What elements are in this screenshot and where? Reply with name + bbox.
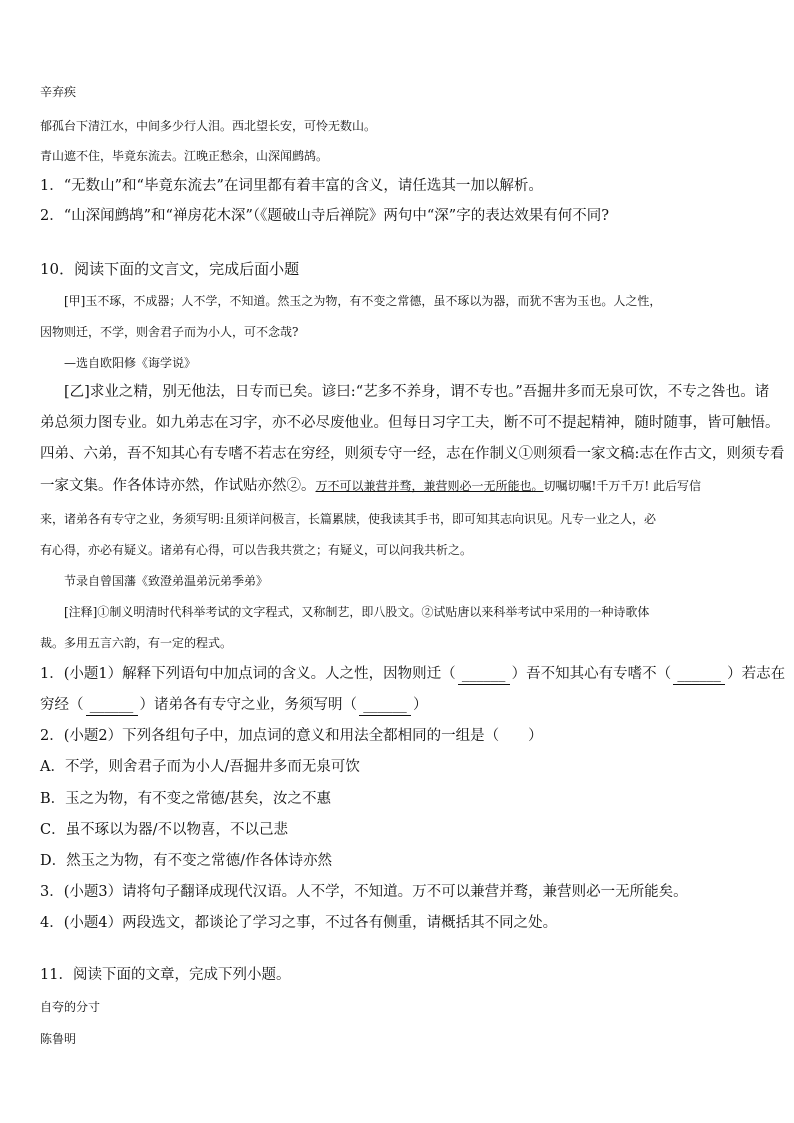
poem-line-1: 郁孤台下清江水，中间多少行人泪。西北望长安，可怜无数山。 <box>40 119 377 133</box>
passage-yi-source: 节录自曾国藩《致澄弟温弟沅弟季弟》 <box>64 574 269 588</box>
passage-yi-line-6: 有心得，亦必有疑义。诸弟有心得，可以告我共赏之；有疑义，可以问我共析之。 <box>40 543 473 557</box>
poem-author: 辛弃疾 <box>40 85 77 99</box>
passage-yi-line-4-start: 一家文集。作各体诗亦然，作试贴亦然②。 <box>40 478 316 494</box>
option-a[interactable]: A．不学，则舍君子而为小人/吾掘井多而无泉可饮 <box>40 759 360 775</box>
subquestion-1-line-2 <box>40 695 768 716</box>
subquestion-4: 4．(小题4）两段选文，都谈论了学习之事，不过各有侧重，请概括其不同之处。 <box>40 915 558 931</box>
passage-jia-line-2: 因物则迁，不学，则舍君子而为小人，可不念哉? <box>40 325 299 339</box>
q10-title: 10．阅读下面的文言文，完成后面小题 <box>40 260 300 278</box>
passage-yi-line-1: [乙]求业之精，别无他法，日专而已矣。谚曰:“艺多不养身，谓不专也。”吾掘井多而无泉可饮，不专之咎也。诸 <box>64 384 770 400</box>
passage-yi-line-5: 来，诸弟各有专守之业，务须写明:且须详问极言，长篇累牍，使我读其手书，即可知其志向识见。凡专一业之人，必 <box>40 512 657 526</box>
subq1-text-c: ）若志在 <box>727 666 786 682</box>
subquestion-2: 2．(小题2）下列各组句子中，加点词的意义和用法全都相同的一组是（ ） <box>40 728 543 744</box>
q9-sub2: 2．“山深闻鹧鸪”和“禅房花木深”（《题破山寺后禅院》两句中“深”字的表达效果有何不同? <box>40 208 609 224</box>
passage-yi-line-4-end: 切嘱切嘱!千万千万! 此后写信 <box>543 479 701 493</box>
q9-sub1: 1．“无数山”和“毕竟东流去”在词里都有着丰富的含义，请任选其一加以解析。 <box>40 178 543 194</box>
subquestion-3: 3．(小题3）请将句子翻译成现代汉语。人不学，不知道。万不可以兼营并骛，兼营则必一无所能矣。 <box>40 884 688 900</box>
subq1-text-d: 穷经（ <box>40 697 84 713</box>
option-c[interactable]: C．虽不琢以为器/不以物喜，不以己悲 <box>40 822 288 838</box>
q11-title: 11．阅读下面的文章，完成下列小题。 <box>40 967 291 983</box>
option-d[interactable]: D．然玉之为物，有不变之常德/作各体诗亦然 <box>40 853 333 869</box>
notes-line-1: [注释]①制义明清时代科举考试的文字程式，又称制艺，即八股文。②试贴唐以来科举考试中采用的一种诗歌体 <box>64 605 650 619</box>
answer-blank[interactable]: ______ <box>86 695 138 716</box>
passage-yi-line-2: 弟总须力图专业。如九弟志在习字，亦不必尽废他业。但每日习字工夫，断不可不提起精神，随时随事，皆可触悟。 <box>40 415 780 431</box>
passage-jia-source: —选自欧阳修《诲学说》 <box>64 356 197 370</box>
notes-line-2: 裁。多用五言六韵，有一定的程式。 <box>40 636 233 650</box>
subq1-text-e: ）诸弟各有专守之业，务须写明（ <box>139 697 357 713</box>
answer-blank[interactable]: ______ <box>458 664 510 685</box>
passage-yi-underlined-sentence: 万不可以兼营并骛，兼营则必一无所能也。 <box>315 479 544 493</box>
subq1-text-a: 1．(小题1）解释下列语句中加点词的含义。人之性，因物则迁（ <box>40 666 456 682</box>
option-b[interactable]: B．玉之为物，有不变之常德/甚矣，汝之不惠 <box>40 791 332 807</box>
subquestion-1-line-1 <box>40 664 786 685</box>
poem-line-2: 青山遮不住，毕竟东流去。江晚正愁余，山深闻鹧鸪。 <box>40 149 329 163</box>
passage-jia-line-1: [甲]玉不琢，不成器；人不学，不知道。然玉之为物，有不变之常德，虽不琢以为器，而犹不害为玉也。人之性， <box>64 294 662 308</box>
passage-yi-line-3: 四弟、六弟，吾不知其心有专嗜不若志在穷经，则须专守一经，志在作制义①则须看一家文稿:志在作古文，则须专看 <box>40 446 785 462</box>
subq1-text-b: ）吾不知其心有专嗜不（ <box>511 666 672 682</box>
passage-yi-line-4 <box>40 476 768 496</box>
subq1-text-f: ） <box>413 697 428 713</box>
article-author: 陈鲁明 <box>40 1032 77 1046</box>
answer-blank[interactable]: ______ <box>359 695 411 716</box>
article-title: 自夸的分寸 <box>40 1000 101 1014</box>
answer-blank[interactable]: ______ <box>673 664 725 685</box>
